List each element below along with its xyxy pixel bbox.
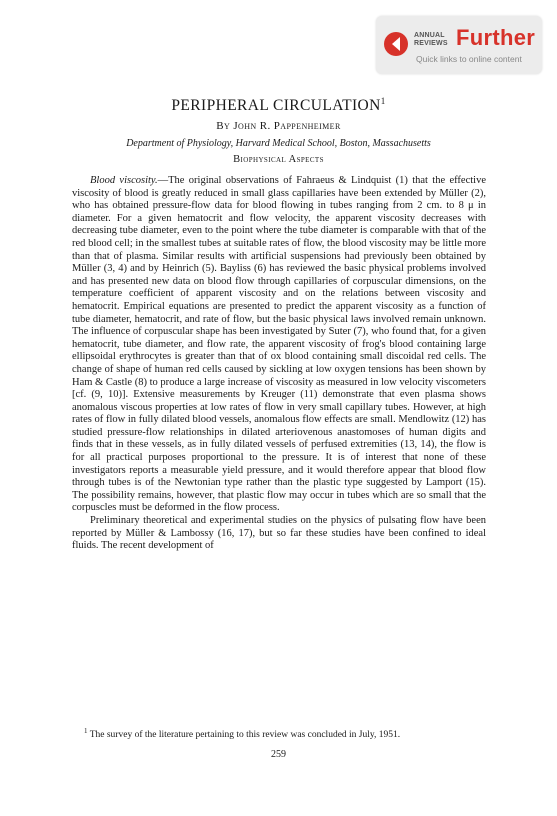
affiliation: Department of Physiology, Harvard Medical School, Boston, Massachusetts [126, 138, 431, 149]
annual-reviews-further-badge[interactable] [376, 16, 542, 74]
section-heading: Biophysical Aspects [233, 154, 324, 165]
paragraph-lead: Blood viscosity. [90, 175, 158, 186]
paragraph-1-text: —The original observations of Fahraeus & Lindquist (1) that the effective viscosity of blood is greatly reduced in small glass capillaries have been extended by Müller (2), who has obtained pressure-flow data for blood flowing in tubes ranging from 2 cm. to 8 μ in diameter. For a given hematocrit and flow velocity, the apparent viscosity decreases with decreasing tube diameter, even to the point where the tube diameter is comparable with that of the red blood cell; in the smallest tubes at suitable rates of flow, the blood viscosity may be little more than that of plasma. Similar results with artificial suspensions had previously been obtained by Müller (3, 4) and by Heinrich (5). Bayliss (6) has reviewed the basic physical problems involved and has presented new data on blood flow through capillaries of corpuscular dimensions, on the temperature coefficient of apparent viscosity and on the relations between viscosity and hematocrit. Empirical equations are presented to predict the apparent viscosity as a function of tube diameter, hematocrit, and rate of flow, but the basic physical laws involved remain unknown. The influence of corpuscular shape has been investigated by Suter (7), who found that, for a given hematocrit, tube diameter, and flow rate, the apparent viscosity of frog's blood containing large ellipsoidal erythrocytes is greater than that of ox blood containing small discoidal red cells. The change of shape of human red cells caused by sickling at low oxygen tensions has been shown by Ham & Castle (8) to produce a large increase of viscosity as measured in low velocity viscometers [cf. (9, 10)]. Extensive measurements by Kreuger (11) demonstrate that even plasma shows anomalous viscous properties at low rates of flow in very small capillary tubes. However, at high rates of flow in fully dilated blood vessels, anomalous flow effects are small. Mendlowitz (12) has studied pressure-flow relationships in dilated arteriovenous anastomoses of human digits and finds that in these vessels, as in fully dilated vessels of perfused extremities (13, 14), the flow is for all practical purposes proportional to the pressure. It is of interest that none of these investigators reports a measurable yield pressure, and it would therefore appear that blood flow through tubes is of the Newtonian type rather than the plastic type suggested by Lamport (15). The possibility remains, however, that plastic flow may occur in tubes which are so small that the corpuscles must be deformed in the flow process. [72, 175, 486, 514]
badge-brand-line2: REVIEWS [414, 40, 448, 47]
badge-brand [414, 32, 448, 48]
arrow-left-icon [384, 32, 408, 56]
badge-brand-line1: ANNUAL [414, 32, 445, 39]
footnote-marker: 1 [84, 727, 88, 735]
paragraph-2: Preliminary theoretical and experimental studies on the physics of pulsating flow have been reported by Müller & Lambossy (16, 17), but so far these studies have been confined to ideal fluids. The recent development of [72, 515, 486, 552]
article-body [72, 175, 486, 553]
badge-word: Further [456, 25, 536, 50]
article-title [0, 96, 557, 115]
title-footnote-marker[interactable]: 1 [380, 96, 386, 106]
footnote-text: The survey of the literature pertaining to this review was concluded in July, 1951. [89, 730, 401, 741]
page-number: 259 [271, 749, 286, 760]
paragraph-1 [72, 175, 486, 515]
badge-subtitle: Quick links to online content [416, 54, 522, 64]
article-title-text: PERIPHERAL CIRCULATION [171, 97, 381, 115]
footnote [72, 726, 486, 741]
author-line: By John R. Pappenheimer [216, 120, 341, 132]
